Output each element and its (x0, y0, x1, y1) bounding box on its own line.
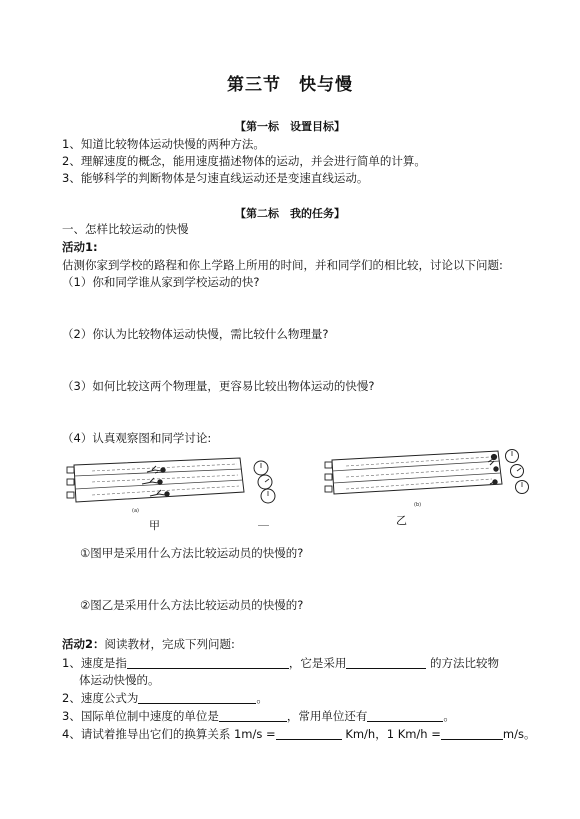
q4-text-c: m/s。 (502, 727, 536, 741)
q1-blank-1[interactable] (127, 656, 289, 669)
q1-blank-2[interactable] (346, 656, 426, 669)
q4-text-a: 4、请试着推导出它们的换算关系 1m/s = (62, 727, 276, 741)
divider (258, 525, 269, 526)
q1-text-a: 1、速度是指 (62, 656, 127, 670)
q1-text-b: ，它是采用 (288, 656, 347, 670)
q1-continuation: 体运动快慢的。 (79, 673, 160, 687)
goal-item-3: 3、能够科学的判断物体是匀速直线运动还是变速直线运动。 (62, 171, 369, 185)
q4-blank-2[interactable] (441, 727, 503, 740)
page-title: 第三节 快与慢 (227, 75, 353, 95)
activity1-q2: （2）你认为比较物体运动快慢，需比较什么物理量? (62, 327, 329, 341)
q3-blank-1[interactable] (219, 709, 287, 722)
q3-text-b: ，常用单位还有 (286, 709, 368, 723)
q3-text-a: 3、国际单位制中速度的单位是 (62, 709, 219, 723)
activity1-q4: （4）认真观察图和同学讨论: (62, 431, 212, 445)
figure-a-swimming-track (62, 450, 287, 522)
activity2-intro: 阅读教材，完成下列问题: (104, 637, 235, 651)
q2-text-a: 2、速度公式为 (62, 691, 139, 705)
goal-item-2: 2、理解速度的概念，能用速度描述物体的运动，并会进行简单的计算。 (62, 154, 426, 168)
activity1-q1: （1）你和同学谁从家到学校运动的快? (62, 275, 260, 289)
activity1-label: 活动1: (62, 240, 98, 254)
q2-blank[interactable] (138, 691, 256, 704)
figure-b-label: 乙 (396, 514, 407, 527)
q4-text-b: Km/h，1 Km/h = (345, 727, 441, 741)
section2-heading: 【第二标 我的任务】 (235, 207, 345, 220)
q3-blank-2[interactable] (367, 709, 443, 722)
q1-text-c: 的方法比较物 (429, 656, 499, 670)
activity2-q3 (62, 708, 455, 724)
activity2-label: 活动2： (62, 637, 105, 651)
goal-item-1: 1、知道比较物体运动快慢的两种方法。 (62, 137, 265, 151)
activity2-q1 (62, 655, 499, 671)
q3-text-c: 。 (443, 709, 455, 723)
activity1-intro: 估测你家到学校的路程和你上学路上所用的时间，并和同学们的相比较，讨论以下问题: (62, 258, 503, 272)
activity2-q4 (62, 726, 535, 742)
figure-a-caption: (a) (132, 508, 139, 514)
activity1-sub2: ②图乙是采用什么方法比较运动员的快慢的? (80, 598, 304, 612)
activity2-q2 (62, 690, 268, 706)
activity2-line (62, 636, 235, 652)
figure-a-label: 甲 (149, 519, 160, 532)
figure-b-caption: (b) (414, 502, 422, 508)
section2-subheading: 一、怎样比较运动的快慢 (62, 222, 189, 236)
q2-text-b: 。 (256, 691, 268, 705)
q4-blank-1[interactable] (276, 727, 342, 740)
figure-b-swimming-track (318, 446, 538, 516)
activity1-q3: （3）如何比较这两个物理量，更容易比较出物体运动的快慢? (62, 379, 375, 393)
section1-heading: 【第一标 设置目标】 (235, 120, 345, 133)
activity1-sub1: ①图甲是采用什么方法比较运动员的快慢的? (80, 546, 304, 560)
